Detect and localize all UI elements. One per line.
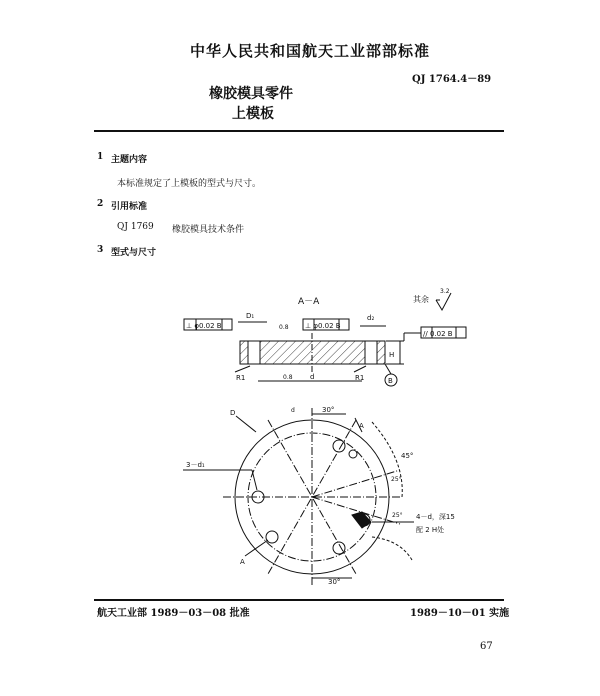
note-match: 配 2 H处 xyxy=(416,526,445,534)
radius-right: R1 xyxy=(355,374,365,382)
note-4-d: 4－d，深15 xyxy=(416,513,455,521)
section-view-label: A－A xyxy=(298,297,320,307)
document-subtitle: 上模板 xyxy=(232,106,274,122)
dimension-h: H xyxy=(389,351,395,359)
issuing-organization: 中华人民共和国航天工业部部标准 xyxy=(190,42,431,60)
section-1-number: 1 xyxy=(97,152,104,162)
dimension-d2: d₂ xyxy=(367,314,375,322)
angle-bottom: 30° xyxy=(328,578,341,586)
roughness-value: 3.2 xyxy=(440,288,450,295)
dimension-d1: D₁ xyxy=(246,312,255,320)
reference-code: QJ 1769 xyxy=(117,222,154,232)
tolerance-right: // 0.02 B xyxy=(423,330,453,338)
radius-left: R1 xyxy=(236,374,246,382)
section-2-heading: 引用标准 xyxy=(111,202,148,212)
section-3-heading: 型式与尺寸 xyxy=(111,248,157,258)
roughness-0-8-bottom: 0.8 xyxy=(283,374,293,381)
page-number: 67 xyxy=(480,641,493,652)
roughness-symbol-icon xyxy=(436,293,451,310)
section-3-number: 3 xyxy=(97,245,104,255)
effective-date: 1989－10－01 实施 xyxy=(410,608,510,619)
plan-small-d: d xyxy=(291,407,295,414)
dimension-d: d xyxy=(310,373,315,381)
roughness-0-8-top: 0.8 xyxy=(279,324,289,331)
hole xyxy=(333,542,345,554)
small-hole xyxy=(349,450,357,458)
hole xyxy=(333,440,345,452)
section-1-body: 本标准规定了上模板的型式与尺寸。 xyxy=(117,179,262,189)
standard-code: QJ 1764.4－89 xyxy=(412,74,492,85)
angle-25b: 25° xyxy=(392,512,403,519)
reference-title: 橡胶模具技术条件 xyxy=(172,225,245,235)
tolerance-mid: ⊥ φ0.02 B xyxy=(305,322,341,330)
plan-d: D xyxy=(230,409,236,417)
plan-a-top: A xyxy=(359,422,364,430)
label-3-d1: 3－d₁ xyxy=(186,461,205,469)
section-2-number: 2 xyxy=(97,199,104,209)
angle-top: 30° xyxy=(322,406,335,414)
roughness-note: 其余 xyxy=(413,295,429,304)
footer-rule xyxy=(94,599,504,601)
section-1-heading: 主题内容 xyxy=(111,155,148,165)
datum-b: B xyxy=(388,377,393,385)
angle-45: 45° xyxy=(401,452,414,460)
plan-a-bottom: A xyxy=(240,558,245,566)
tolerance-left: ⊥ φ0.02 B xyxy=(186,322,222,330)
approval-date: 航天工业部 1989－03－08 批准 xyxy=(97,608,250,619)
hole xyxy=(266,531,278,543)
document-title: 橡胶模具零件 xyxy=(209,86,293,102)
angle-25a: 25° xyxy=(391,476,402,483)
